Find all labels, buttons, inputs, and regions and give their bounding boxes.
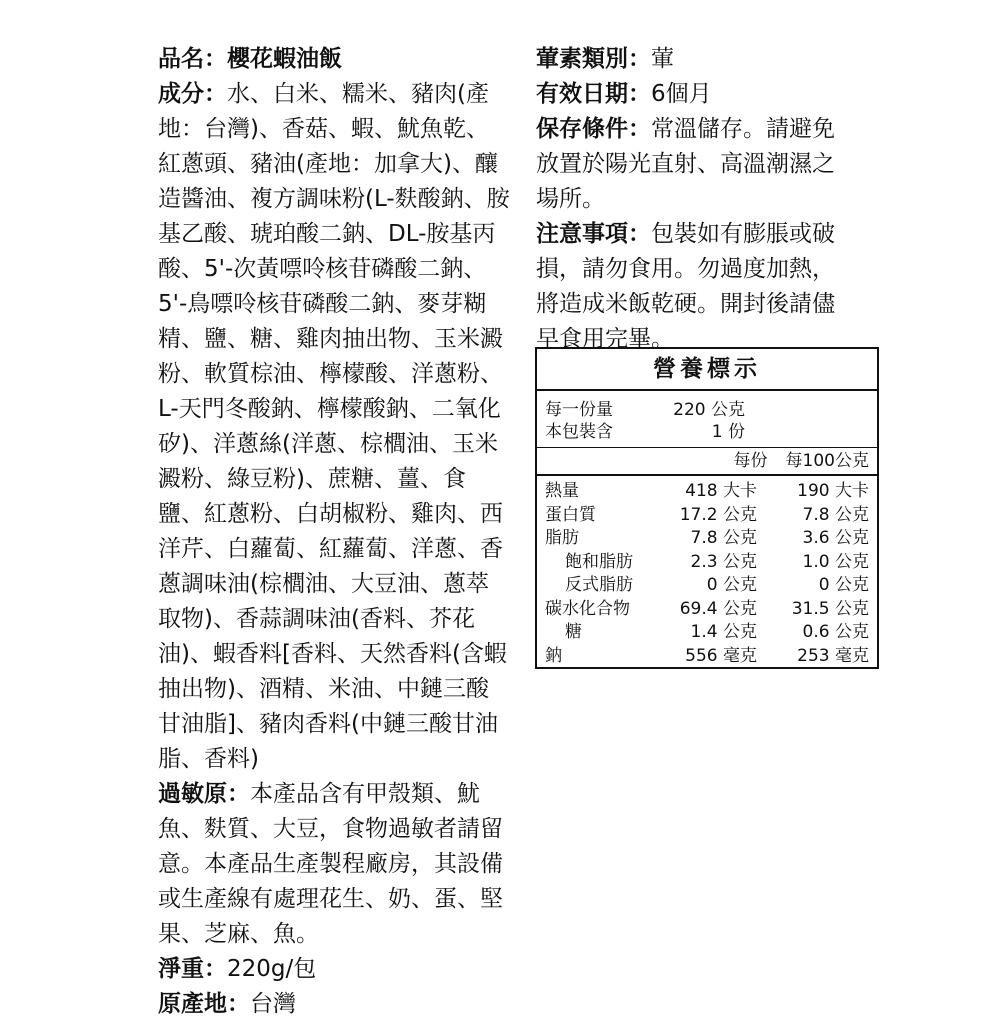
nutrient-per-serving: 17.2 公克 <box>679 504 757 525</box>
nutrient-per-serving: 69.4 公克 <box>679 598 757 619</box>
nutrient-per-serving: 1.4 公克 <box>690 622 757 642</box>
nutrient-row <box>545 551 869 575</box>
field-text: 矽)、洋蔥絲(洋蔥、棕櫚油、玉米 <box>158 431 498 457</box>
serving-size-label: 每一份量 <box>545 400 613 420</box>
nutrition-title: 營養標示 <box>537 349 877 391</box>
nutrition-column-headers <box>537 448 877 476</box>
left-text-line <box>158 742 526 777</box>
nutrition-facts-table <box>535 347 879 669</box>
field-text: 220g/包 <box>227 956 317 982</box>
left-text-line <box>158 882 526 917</box>
field-text: 本產品含有甲殼類、魷 <box>250 781 480 807</box>
nutrient-row <box>545 480 869 504</box>
nutrient-per-100g: 1.0 公克 <box>802 551 869 572</box>
field-text: 放置於陽光直射、高溫潮濕之 <box>536 151 835 177</box>
left-text-line <box>158 987 526 1022</box>
nutrient-name: 反式脂肪 <box>565 575 633 595</box>
left-text-line <box>158 182 526 217</box>
per-100g-header: 每100公克 <box>785 451 869 471</box>
servings-value: 1 份 <box>711 422 745 442</box>
nutrient-name: 碳水化合物 <box>545 598 630 619</box>
right-text-line <box>536 287 881 322</box>
field-text: L-天門冬酸鈉、檸檬酸鈉、二氧化 <box>158 396 501 422</box>
field-text: 早食用完畢。 <box>536 326 674 352</box>
left-text-line <box>158 707 526 742</box>
field-label: 原產地： <box>158 991 250 1017</box>
nutrient-per-serving: 556 毫克 <box>685 645 757 666</box>
right-text-line <box>536 147 881 182</box>
left-text-line <box>158 42 526 77</box>
field-text: 紅蔥頭、豬油(產地：加拿大)、釀 <box>158 151 498 177</box>
field-text: 櫻花蝦油飯 <box>227 46 342 72</box>
field-text: 魚、麩質、大豆，食物過敏者請留 <box>158 816 503 842</box>
nutrient-per-serving: 0 公克 <box>706 575 757 595</box>
serving-info <box>537 391 877 448</box>
right-text-line <box>536 252 881 287</box>
nutrient-row <box>545 598 869 622</box>
storage-info-column <box>536 42 881 357</box>
left-text-line <box>158 497 526 532</box>
nutrient-row <box>545 621 869 645</box>
field-label: 葷素類別： <box>536 46 651 72</box>
left-text-line <box>158 112 526 147</box>
servings-row <box>545 421 877 443</box>
left-text-line <box>158 637 526 672</box>
field-text: 或生產線有處理花生、奶、蛋、堅 <box>158 886 503 912</box>
field-label: 注意事項： <box>536 221 651 247</box>
field-text: 酸、5'-次黃嘌呤核苷磷酸二鈉、 <box>158 256 487 282</box>
field-label: 保存條件： <box>536 116 651 142</box>
left-text-line <box>158 812 526 847</box>
field-text: 油)、蝦香料[香料、天然香料(含蝦 <box>158 641 507 667</box>
field-text: 洋芹、白蘿蔔、紅蘿蔔、洋蔥、香 <box>158 536 503 562</box>
nutrient-per-100g: 3.6 公克 <box>802 528 869 548</box>
field-text: 脂、香料) <box>158 746 259 772</box>
nutrient-per-serving: 2.3 公克 <box>690 551 757 572</box>
field-text: 精、鹽、糖、雞肉抽出物、玉米澱 <box>158 326 503 352</box>
field-text: 場所。 <box>536 186 605 212</box>
left-text-line <box>158 672 526 707</box>
left-text-line <box>158 847 526 882</box>
right-text-line <box>536 182 881 217</box>
nutrient-per-100g: 7.8 公克 <box>802 504 869 525</box>
serving-size-row <box>545 399 877 421</box>
field-label: 品名： <box>158 46 227 72</box>
nutrient-per-100g: 31.5 公克 <box>791 598 869 619</box>
nutrient-row <box>545 504 869 528</box>
nutrient-row <box>545 574 869 598</box>
nutrient-row <box>545 527 869 551</box>
nutrient-row <box>545 645 869 669</box>
left-text-line <box>158 952 526 987</box>
left-text-line <box>158 287 526 322</box>
nutrient-name: 脂肪 <box>545 528 579 548</box>
field-text: 澱粉、綠豆粉)、蔗糖、薑、食 <box>158 466 466 492</box>
left-text-line <box>158 567 526 602</box>
left-text-line <box>158 602 526 637</box>
per-serving-header: 每份 <box>733 451 768 471</box>
left-text-line <box>158 322 526 357</box>
servings-label: 本包裝含 <box>545 422 613 442</box>
field-text: 水、白米、糯米、豬肉(產 <box>227 81 489 107</box>
left-text-line <box>158 147 526 182</box>
field-label: 成分： <box>158 81 227 107</box>
nutrient-per-100g: 190 大卡 <box>797 481 869 501</box>
field-text: 葷 <box>651 46 674 72</box>
field-text: 台灣 <box>250 991 296 1017</box>
field-label: 淨重： <box>158 956 227 982</box>
left-text-line <box>158 532 526 567</box>
nutrition-rows <box>537 476 877 668</box>
left-text-line <box>158 392 526 427</box>
left-text-line <box>158 917 526 952</box>
nutrient-per-serving: 418 大卡 <box>685 481 757 501</box>
ingredients-column <box>158 42 526 1022</box>
field-text: 蔥調味油(棕櫚油、大豆油、蔥萃 <box>158 571 489 597</box>
right-text-line <box>536 112 881 147</box>
field-text: 果、芝麻、魚。 <box>158 921 319 947</box>
left-text-line <box>158 427 526 462</box>
field-text: 鹽、紅蔥粉、白胡椒粉、雞肉、西 <box>158 501 503 527</box>
left-text-line <box>158 217 526 252</box>
field-text: 甘油脂]、豬肉香料(中鏈三酸甘油 <box>158 711 498 737</box>
nutrient-name: 飽和脂肪 <box>565 551 633 572</box>
field-text: 基乙酸、琥珀酸二鈉、DL-胺基丙 <box>158 221 496 247</box>
nutrient-per-100g: 0 公克 <box>818 575 869 595</box>
left-text-line <box>158 777 526 812</box>
field-text: 粉、軟質棕油、檸檬酸、洋蔥粉、 <box>158 361 503 387</box>
field-text: 包裝如有膨脹或破 <box>651 221 835 247</box>
nutrient-name: 蛋白質 <box>545 504 596 525</box>
field-text: 5'-鳥嘌呤核苷磷酸二鈉、麥芽糊 <box>158 291 487 317</box>
field-label: 有效日期： <box>536 81 651 107</box>
left-text-line <box>158 357 526 392</box>
field-text: 將造成米飯乾硬。開封後請儘 <box>536 291 835 317</box>
left-text-line <box>158 462 526 497</box>
nutrient-name: 熱量 <box>545 481 579 501</box>
right-text-line <box>536 42 881 77</box>
left-text-line <box>158 252 526 287</box>
left-text-line <box>158 77 526 112</box>
serving-size-value: 220 公克 <box>673 400 745 420</box>
field-text: 抽出物)、酒精、米油、中鏈三酸 <box>158 676 489 702</box>
nutrient-per-100g: 253 毫克 <box>797 645 869 666</box>
field-text: 取物)、香蒜調味油(香料、芥花 <box>158 606 475 632</box>
right-text-line <box>536 77 881 112</box>
field-text: 常溫儲存。請避免 <box>651 116 835 142</box>
field-text: 意。本產品生產製程廠房，其設備 <box>158 851 503 877</box>
nutrient-per-100g: 0.6 公克 <box>802 622 869 642</box>
nutrient-per-serving: 7.8 公克 <box>690 528 757 548</box>
field-label: 過敏原： <box>158 781 250 807</box>
nutrient-name: 鈉 <box>545 645 562 666</box>
field-text: 損，請勿食用。勿過度加熱， <box>536 256 835 282</box>
field-text: 造醬油、複方調味粉(L-麩酸鈉、胺 <box>158 186 510 212</box>
field-text: 6個月 <box>651 81 712 107</box>
nutrient-name: 糖 <box>565 622 582 642</box>
field-text: 地：台灣)、香菇、蝦、魷魚乾、 <box>158 116 489 142</box>
right-text-line <box>536 217 881 252</box>
